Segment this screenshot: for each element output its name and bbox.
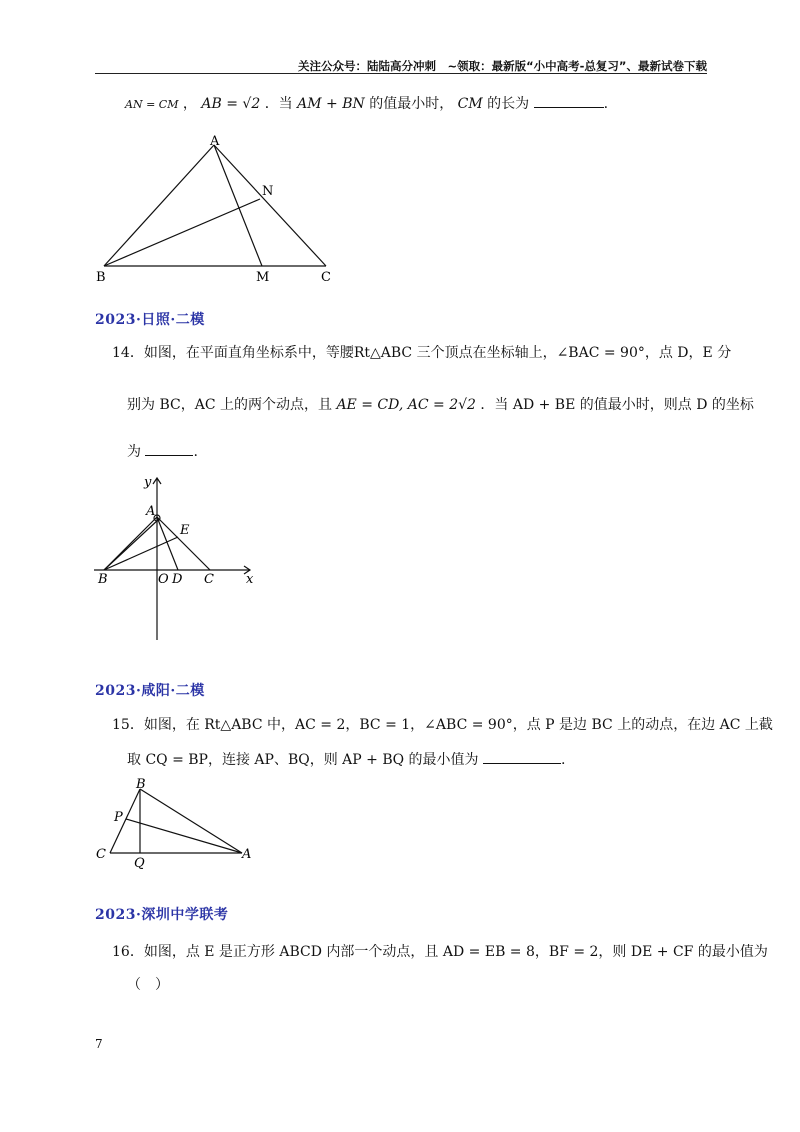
figure-14-coordinate-plane [90, 470, 270, 650]
fig14-label-y: y [144, 475, 152, 490]
fig14-label-x: x [246, 572, 254, 587]
q14-line3 [127, 441, 198, 462]
fig13-segment-am [214, 145, 262, 266]
q16-line1: 16．如图，点 E 是正方形 ABCD 内部一个动点，且 AD = EB = 8，BF = 2，则 DE + CF 的最小值为 [112, 944, 768, 960]
fig14-segment-ad [157, 517, 178, 570]
fig15-label-a: A [242, 847, 252, 862]
fig14-label-b: B [98, 572, 108, 587]
q14-answer-blank[interactable] [145, 441, 193, 456]
q14-line3-text: 为 [127, 444, 141, 460]
q15-answer-blank[interactable] [483, 749, 561, 764]
q14-line1: 14．如图，在平面直角坐标系中，等腰Rt△ABC 三个顶点在坐标轴上，∠BAC = 90°，点 D，E 分 [112, 345, 732, 361]
fig13-label-b: B [96, 270, 106, 285]
figure-15-right-triangle [92, 775, 262, 870]
fig14-label-d: D [172, 572, 183, 587]
fig14-label-e: E [180, 523, 190, 538]
fig14-label-c: C [204, 572, 214, 587]
fig13-side-ac [214, 145, 326, 266]
q13-answer-blank[interactable] [534, 93, 604, 108]
fig15-segment-pa [126, 819, 242, 853]
fig15-side-ab [140, 789, 242, 853]
fig14-label-a: A [146, 504, 156, 519]
q15-end: . [561, 752, 566, 768]
page-header: 关注公众号：陆陆高分冲刺 ~领取：最新版“小中高考-总复习”、最新试卷下载 [297, 59, 707, 73]
q14-line2-a: 别为 BC，AC 上的两个动点，且 [127, 397, 332, 413]
fig14-label-o: O [158, 572, 169, 587]
page-number: 7 [95, 1037, 103, 1051]
q14-line2 [127, 395, 754, 415]
fig14-segment-be [104, 537, 178, 570]
fig13-label-m: M [256, 270, 270, 285]
fig15-label-b: B [136, 777, 146, 792]
q13-text3: 的长为 [487, 96, 530, 112]
q13-cond-an-cm: AN = CM [125, 98, 179, 111]
q13-target: CM [457, 96, 483, 112]
q14-line2-c: ．当 AD + BE 的值最小时，则点 D 的坐标 [480, 397, 754, 413]
fig14-aux-line [104, 519, 159, 570]
fig13-side-ab [104, 145, 214, 266]
section-tag-shenzhen: 2023·深圳中学联考 [95, 907, 229, 923]
fig15-label-q: Q [134, 856, 145, 870]
fig13-segment-bn [104, 199, 260, 266]
q13-sep: ， [182, 96, 197, 112]
section-tag-rizhao: 2023·日照·二模 [95, 312, 205, 328]
q13-expr: AM + BN [297, 96, 365, 112]
q13-text1: ．当 [264, 96, 293, 112]
fig15-label-c: C [96, 847, 106, 862]
q13-text2: 的值最小时， [369, 96, 454, 112]
figure-13-triangle [90, 135, 350, 285]
fig13-label-a: A [210, 135, 220, 149]
q13-condition-line [125, 93, 608, 115]
q15-line1: 15．如图，在 Rt△ABC 中，AC = 2，BC = 1，∠ABC = 90°，点 P 是边 BC 上的动点，在边 AC 上截 [112, 717, 773, 733]
q16-choice-brackets[interactable]: （ ） [127, 977, 169, 993]
q14-line2-cond: AE = CD, AC = 2√2 [336, 397, 476, 413]
fig15-label-p: P [114, 810, 123, 825]
fig13-label-n: N [262, 184, 274, 199]
section-tag-xianyang: 2023·咸阳·二模 [95, 683, 205, 699]
q13-end: . [603, 96, 609, 112]
header-divider [95, 73, 707, 74]
q14-end: . [193, 444, 198, 460]
fig13-label-c: C [321, 270, 331, 285]
q13-cond-ab: AB = √2 [201, 96, 261, 112]
q15-line2 [127, 749, 565, 770]
q15-line2-text: 取 CQ = BP，连接 AP、BQ，则 AP + BQ 的最小值为 [127, 752, 479, 768]
